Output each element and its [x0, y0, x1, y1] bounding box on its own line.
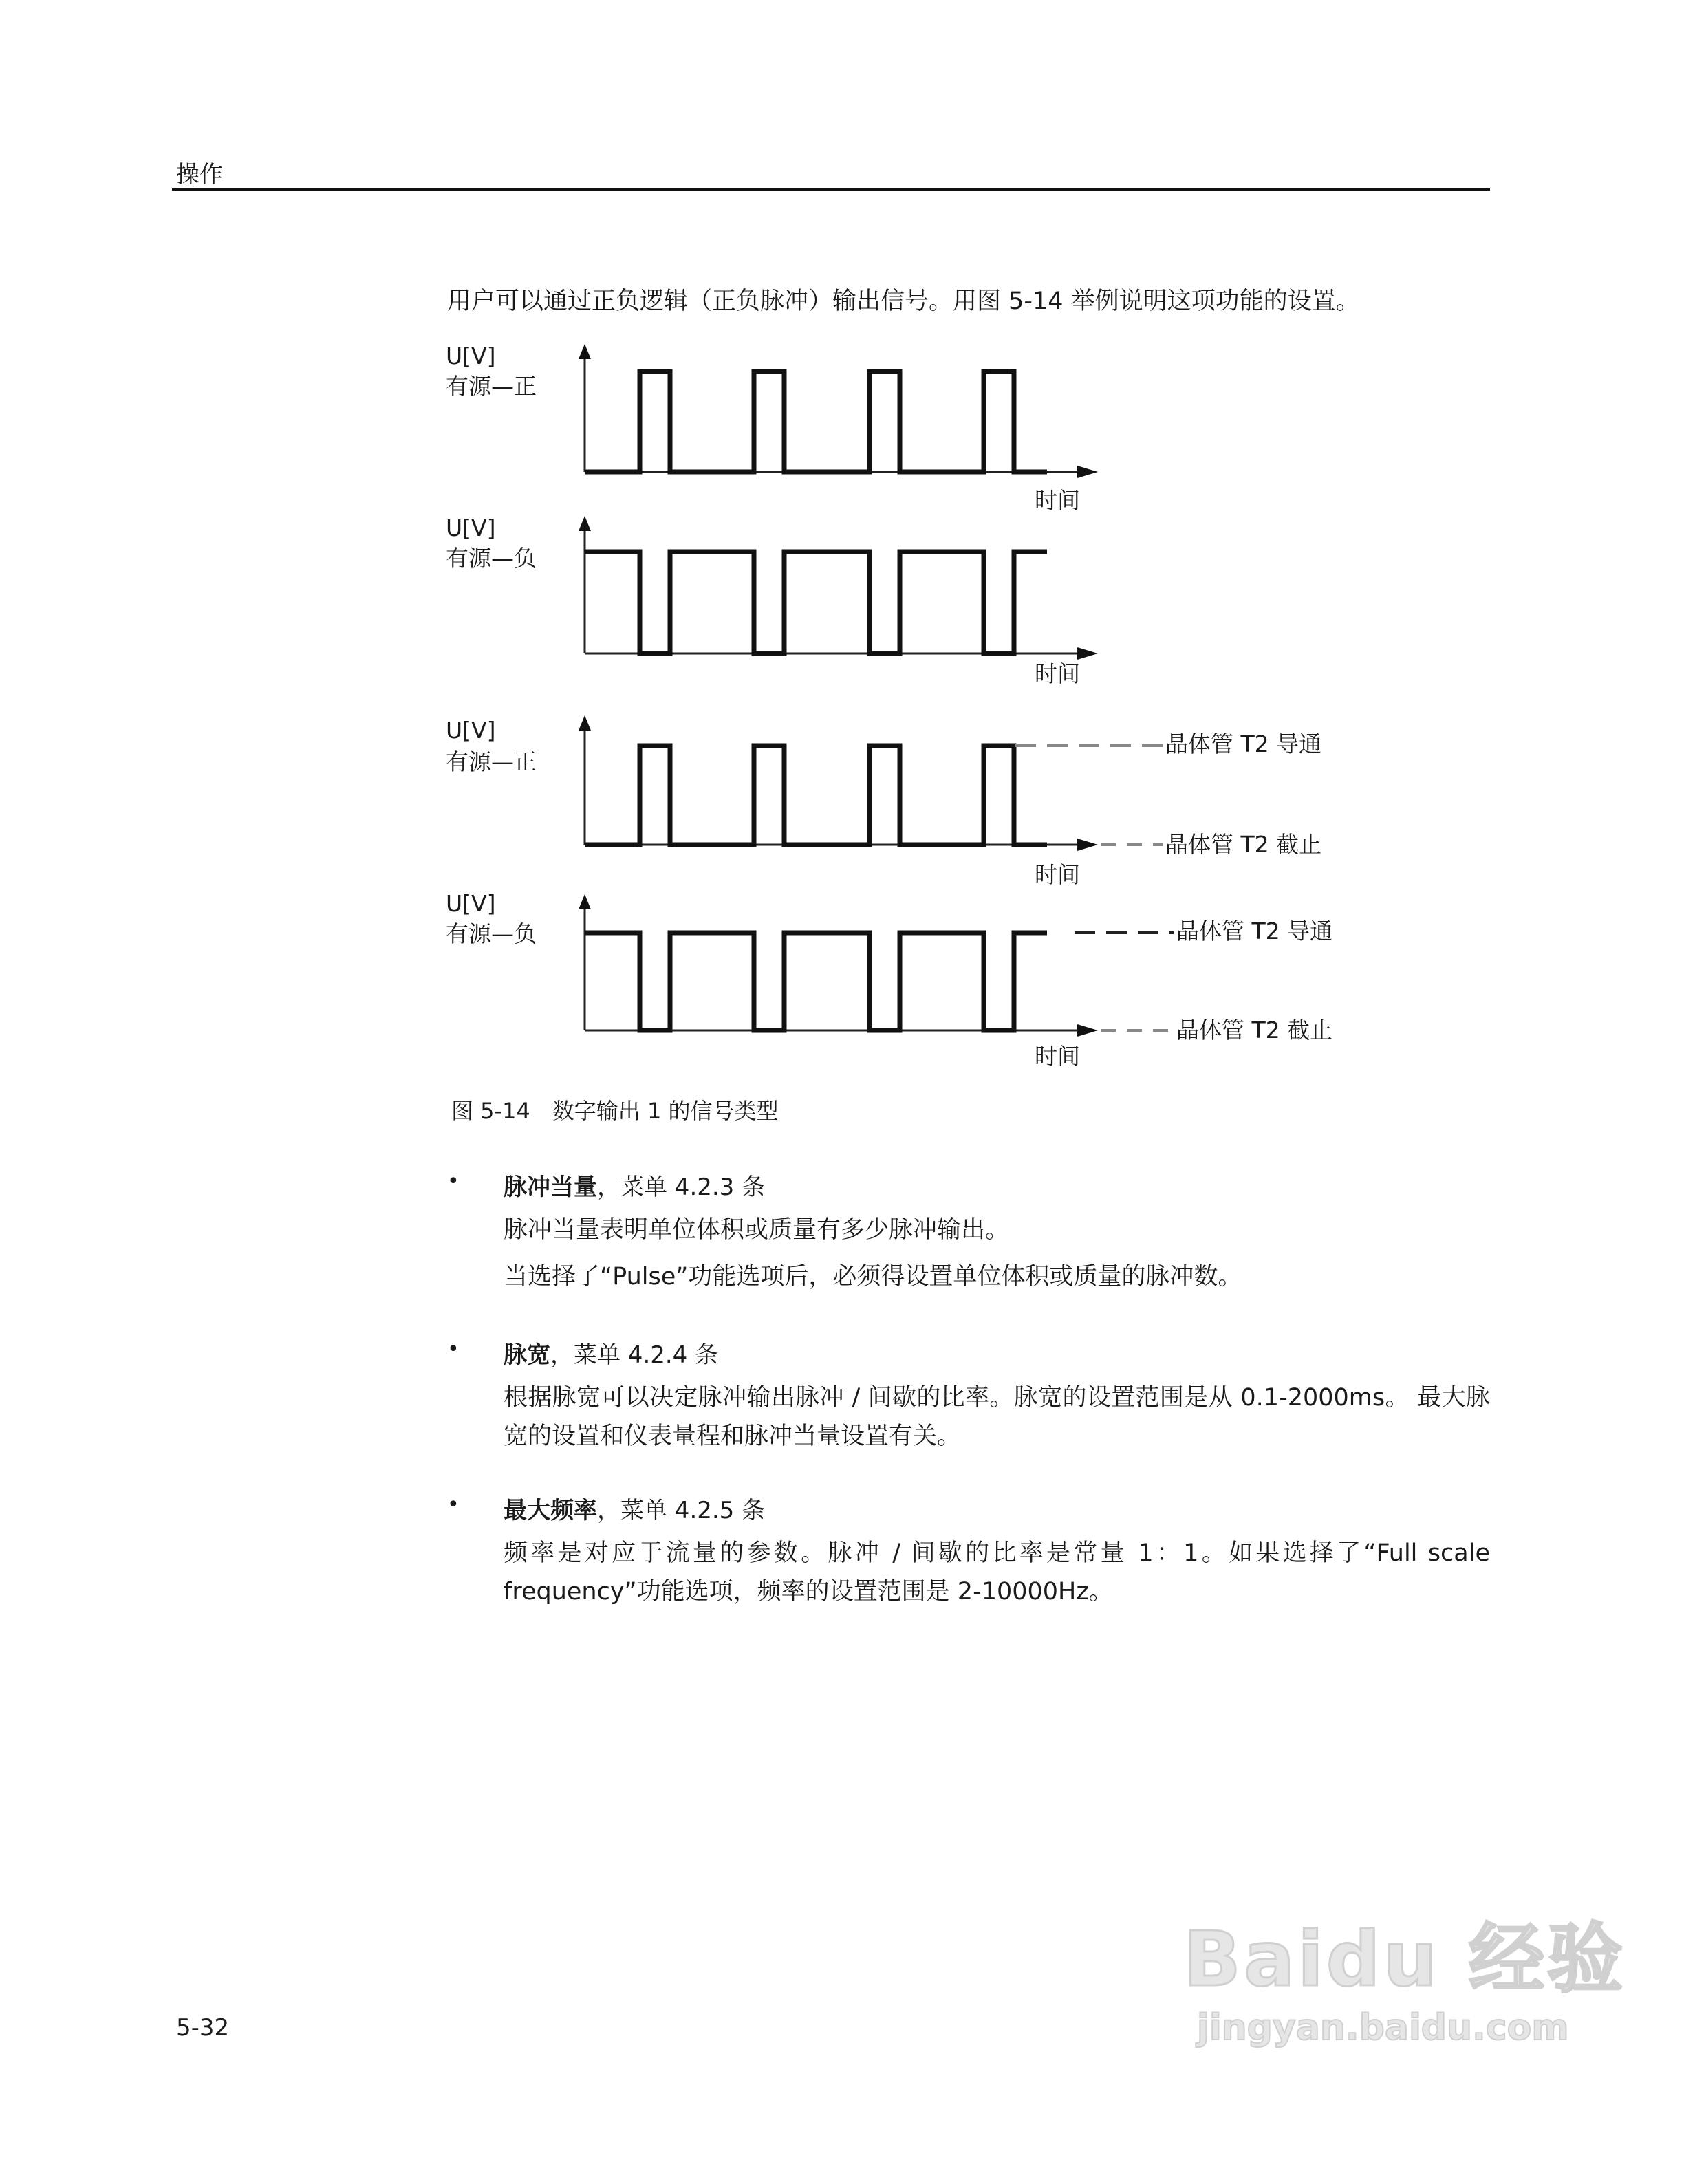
- intro-text: 用户可以通过正负逻辑（正负脉冲）输出信号。用图 5-14 举例说明这项功能的设置。: [447, 288, 1360, 315]
- item-3-title: 最大频率: [504, 1497, 597, 1524]
- watermark-url: jingyan.baidu.com: [1197, 2007, 1569, 2048]
- x-axis-arrow-icon: [1077, 839, 1098, 851]
- x-axis-arrow-icon: [1077, 647, 1098, 660]
- diagram-4-off-label: 晶体管 T2 截止: [1176, 1017, 1333, 1044]
- diagram-4-on-label: 晶体管 T2 导通: [1176, 918, 1333, 944]
- item-3-heading: [504, 1491, 765, 1525]
- diagram-2-xlabel: 时间: [1035, 660, 1080, 687]
- item-1-line-2: 当选择了“Pulse”功能选项后，必须得设置单位体积或质量的脉冲数。: [504, 1263, 1242, 1290]
- waveform-3: [585, 746, 1047, 845]
- diagram-1-xlabel: 时间: [1035, 487, 1080, 514]
- diagram-3-off-label: 晶体管 T2 截止: [1165, 831, 1322, 858]
- y-axis-arrow-icon: [579, 344, 591, 359]
- item-3-line-1: 频率是对应于流量的参数。脉冲 / 间歇的比率是常量 1：1。如果选择了“Full scale frequency”功能选项，频率的设置范围是 2-10000Hz。: [504, 1539, 1490, 1605]
- waveform-4: [585, 933, 1047, 1030]
- item-2-ref: ，菜单 4.2.4 条: [550, 1341, 719, 1369]
- diagram-2-mode: 有源—负: [446, 545, 537, 572]
- item-3-ref: ，菜单 4.2.5 条: [597, 1497, 766, 1524]
- diagram-4-mode: 有源—负: [446, 920, 537, 947]
- diagram-2-ylabel: U[V]: [446, 515, 496, 541]
- item-2-line-1: 根据脉宽可以决定脉冲输出脉冲 / 间歇的比率。脉宽的设置范围是从 0.1-2000ms。 最大脉宽的设置和仪表量程和脉冲当量设置有关。: [504, 1384, 1490, 1450]
- diagram-3-ylabel: U[V]: [446, 717, 496, 744]
- waveform-2: [585, 552, 1047, 653]
- y-axis-arrow-icon: [579, 715, 591, 731]
- item-1-title: 脉冲当量: [504, 1174, 597, 1201]
- bullet-icon: •: [447, 1493, 460, 1517]
- y-axis-arrow-icon: [579, 516, 591, 531]
- item-1-ref: ，菜单 4.2.3 条: [597, 1174, 766, 1201]
- bullet-icon: •: [447, 1337, 460, 1361]
- item-1-heading: [504, 1168, 765, 1202]
- diagram-3-xlabel: 时间: [1035, 861, 1080, 888]
- y-axis-arrow-icon: [579, 894, 591, 909]
- page-number: 5-32: [176, 2014, 230, 2042]
- waveform-1: [585, 371, 1047, 472]
- diagram-4-xlabel: 时间: [1035, 1043, 1080, 1070]
- watermark-logo: [1183, 1899, 1626, 2048]
- bullet-icon: •: [447, 1169, 460, 1193]
- item-2-title: 脉宽: [504, 1341, 550, 1369]
- x-axis-arrow-icon: [1077, 466, 1098, 478]
- x-axis-arrow-icon: [1077, 1024, 1098, 1037]
- diagram-3-mode: 有源—正: [446, 748, 537, 775]
- diagram-4-ylabel: U[V]: [446, 890, 496, 917]
- diagram-1-ylabel: U[V]: [446, 343, 496, 369]
- watermark-brand: Baidu 经验: [1183, 1915, 1626, 2003]
- item-1-line-1: 脉冲当量表明单位体积或质量有多少脉冲输出。: [504, 1216, 1010, 1244]
- section-header: 操作: [176, 161, 223, 188]
- item-2-heading: [504, 1336, 718, 1370]
- figure-caption: 图 5-14 数字输出 1 的信号类型: [451, 1098, 779, 1124]
- diagram-1-mode: 有源—正: [446, 373, 537, 400]
- diagram-3-on-label: 晶体管 T2 导通: [1165, 731, 1322, 757]
